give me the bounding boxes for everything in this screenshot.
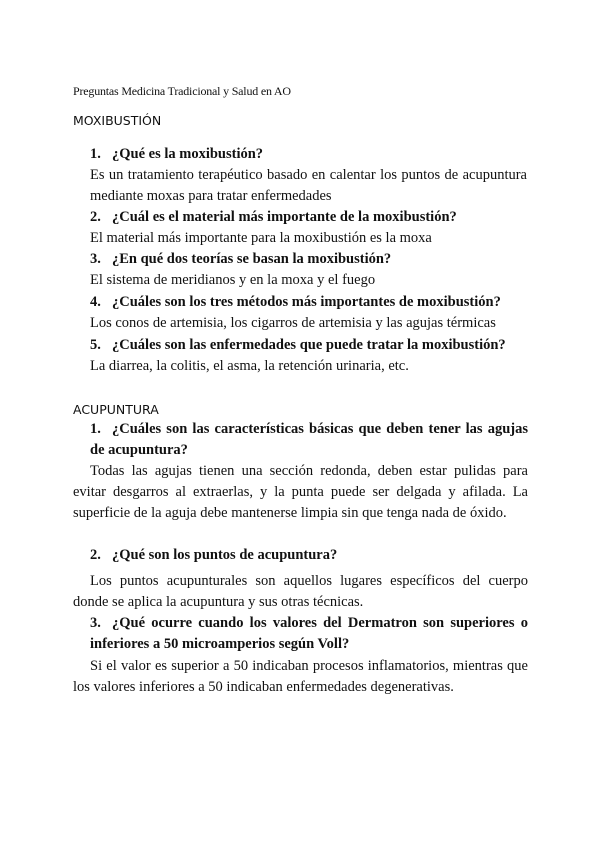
question-text: ¿Qué es la moxibustión?	[112, 146, 264, 162]
question-text: ¿Cuáles son los tres métodos más importantes de moxibustión?	[112, 294, 501, 310]
question-item	[90, 292, 530, 313]
question-item	[90, 144, 530, 165]
question-text: ¿Qué son los puntos de acupuntura?	[112, 547, 338, 563]
answer-text: Los conos de artemisia, los cigarros de artemisia y las agujas térmicas	[90, 315, 496, 331]
question-number: 1.	[90, 421, 101, 437]
question-number: 2.	[90, 547, 101, 563]
question-item	[90, 419, 528, 461]
document-title: Preguntas Medicina Tradicional y Salud en AO	[73, 84, 291, 98]
question-text: ¿Qué ocurre cuando los valores del Dermatron son superiores o inferiores a 50 microamperios según Voll?	[90, 615, 528, 652]
question-number: 2.	[90, 209, 101, 225]
answer-text: Todas las agujas tienen una sección redonda, deben estar pulidas para evitar desgarros al extraerlas, y la punta puede ser delgada y afilada. La superficie de la aguja debe mantenerse limpia sin que tenga nada de óxido.	[73, 463, 528, 521]
question-number: 3.	[90, 615, 101, 631]
question-text: ¿En qué dos teorías se basan la moxibustión?	[112, 251, 392, 267]
question-number: 4.	[90, 294, 101, 310]
answer-text: La diarrea, la colitis, el asma, la retención urinaria, etc.	[90, 358, 409, 374]
question-text: ¿Cuáles son las enfermedades que puede tratar la moxibustión?	[112, 337, 506, 353]
section-heading-moxibustion: MOXIBUSTIÓN	[73, 113, 162, 128]
answer-text: Si el valor es superior a 50 indicaban procesos inflamatorios, mientras que los valores inferiores a 50 indicaban enfermedades degenerativas.	[73, 658, 528, 695]
answer-text: Es un tratamiento terapéutico basado en calentar los puntos de acupuntura mediante moxas para tratar enfermedades	[90, 167, 527, 204]
question-number: 1.	[90, 146, 101, 162]
question-item	[90, 613, 528, 655]
answer-text: Los puntos acupunturales son aquellos lugares específicos del cuerpo donde se aplica la acupuntura y sus otras técnicas.	[73, 573, 528, 610]
question-item	[90, 335, 530, 356]
answer-text: El material más importante para la moxibustión es la moxa	[90, 230, 432, 246]
answer-text: El sistema de meridianos y en la moxa y el fuego	[90, 272, 376, 288]
question-item	[90, 207, 530, 228]
question-item	[90, 545, 528, 566]
question-item	[90, 249, 530, 270]
question-text: ¿Cuál es el material más importante de la moxibustión?	[112, 209, 457, 225]
section-heading-acupuntura: ACUPUNTURA	[73, 402, 159, 417]
question-number: 3.	[90, 251, 101, 267]
question-text: ¿Cuáles son las características básicas que deben tener las agujas de acupuntura?	[90, 421, 528, 458]
question-number: 5.	[90, 337, 101, 353]
